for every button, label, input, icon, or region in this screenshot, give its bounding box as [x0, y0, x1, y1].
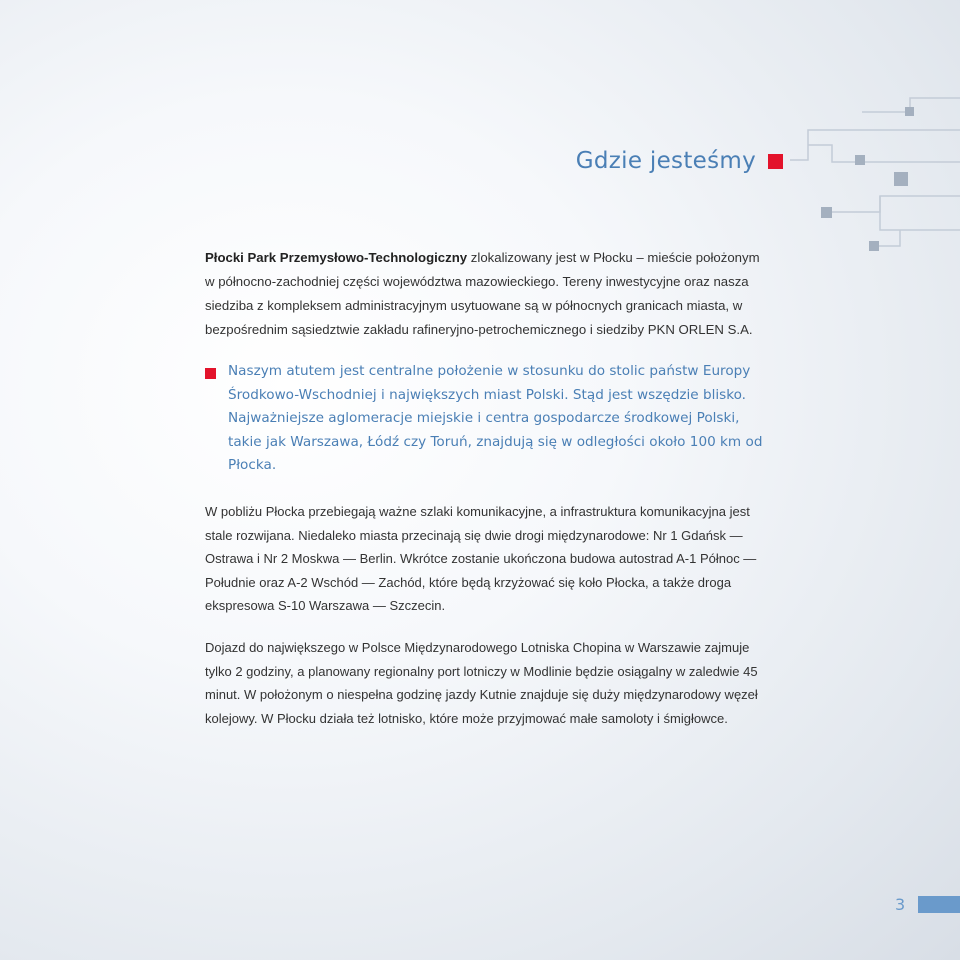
page-number: 3: [895, 895, 906, 914]
roads-paragraph: W pobliżu Płocka przebiegają ważne szlaki komunikacyjne, a infrastruktura komunikacyjna jest stale rozwijana. Niedaleko miasta przecinają się dwie drogi międzynarodowe: Nr 1 Gdańsk — Ostrawa i Nr 2 Moskwa — Berlin. Wkrótce zostanie ukończona budowa autostrad A-1 Północ — Południe oraz A-2 Wschód — Zachód, które będą krzyżować się koło Płocka, a także droga ekspresowa S-10 Warszawa — Szczecin.: [205, 504, 757, 613]
airports-paragraph: Dojazd do największego w Polsce Międzynarodowego Lotniska Chopina w Warszawie zajmuje tylko 2 godziny, a planowany regionalny port lotniczy w Modlinie będzie osiągalny w zaledwie 45 minut. W położonym o niespełna godzinę jazdy Kutnie znajduje się duży międzynarodowy węzeł kolejowy. W Płocku działa też lotnisko, które może przyjmować małe samoloty i śmigłowce.: [205, 640, 758, 726]
page-number-block: [870, 895, 960, 915]
title-block: [576, 148, 783, 174]
intro-paragraph: [205, 246, 765, 342]
highlight-text: Naszym atutem jest centralne położenie w stosunku do stolic państw Europy Środkowo-Wschodniej i największych miast Polski. Stąd jest wszędzie blisko. Najważniejsze aglomeracje miejskie i centra gospodarcze środkowej Polski, takie jak Warszawa, Łódź czy Toruń, znajdują się w odległości około 100 km od Płocka.: [228, 363, 763, 473]
company-name: Płocki Park Przemysłowo-Technologiczny: [205, 250, 468, 265]
page-title: Gdzie jesteśmy: [575, 148, 756, 174]
highlight-block: [205, 360, 765, 478]
red-square-icon: [768, 154, 783, 169]
intro-text: zlokalizowany jest w Płocku – mieście położonym w północno-zachodniej części województwa mazowieckiego. Tereny inwestycyjne oraz nasza siedziba z kompleksem administracyjnym usytuowane są w północnych granicach miasta, w bezpośrednim sąsiedztwie zakładu rafineryjno-petrochemicznego i siedziby PKN ORLEN S.A.: [205, 250, 760, 337]
page-number-bar: [918, 896, 960, 913]
red-bullet-icon: [205, 368, 216, 379]
